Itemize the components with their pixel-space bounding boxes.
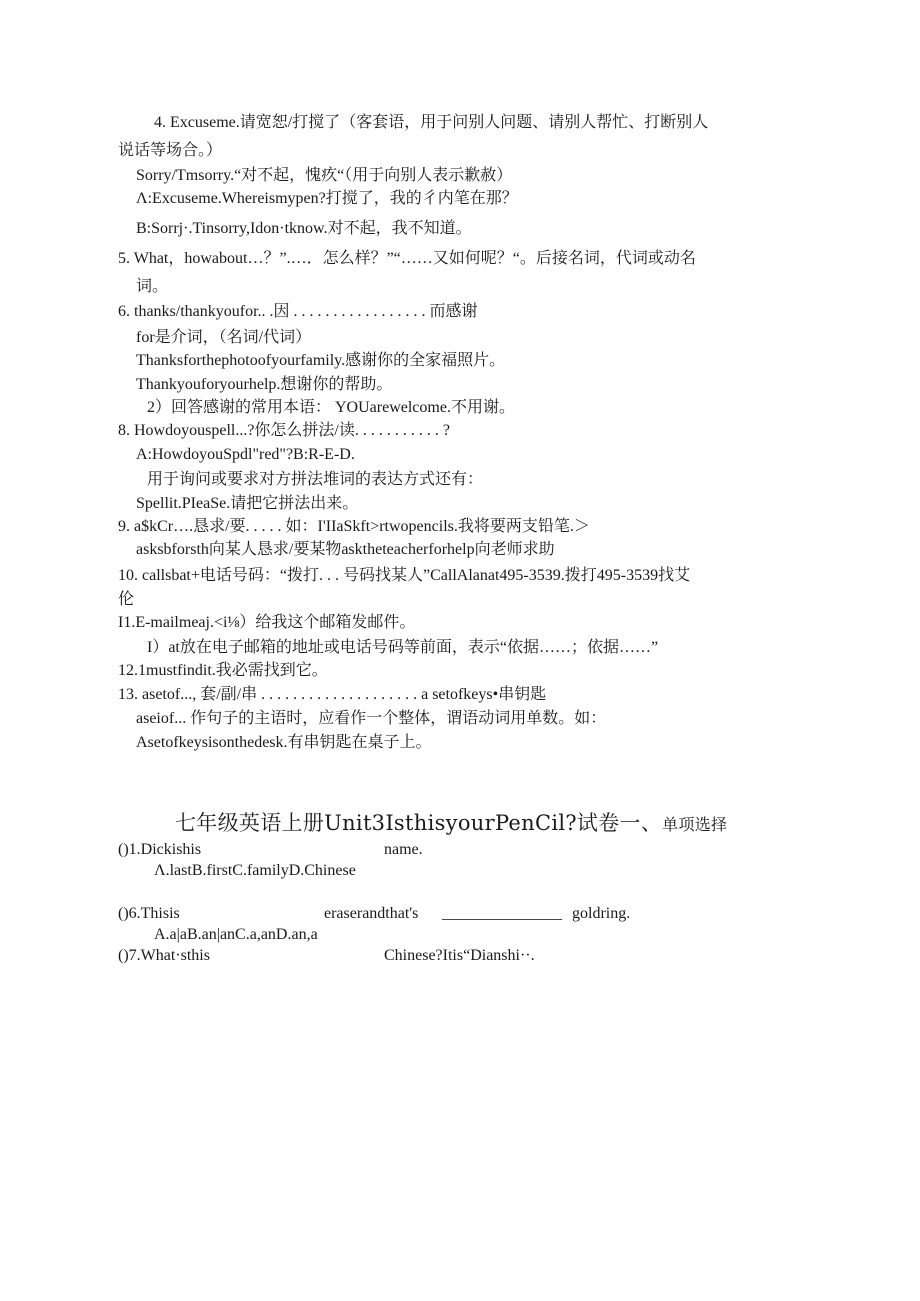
question-7-stem: ()7.What·sthis: [118, 947, 210, 964]
item-4-text-continued: 说话等场合。）: [118, 142, 223, 159]
item-8-text: 8. Howdoyouspell...?你怎么拼法/读. . . . . . . . . . . ?: [118, 422, 450, 439]
question-1-tail: name.: [384, 841, 423, 858]
item-6-text: 6. thanks/thankyoufor.. .因 . . . . . . . . . . . . . . . . . 而感谢: [118, 303, 478, 320]
item-13-note: aseiof... 作句子的主语时，应看作一个整体，谓语动词用单数。如：: [136, 710, 607, 727]
item-10-text: 10. callsbat+电话号码：“拨打. . . 号码找某人”CallAlanat495-3539.拨打495-3539找艾: [118, 567, 691, 584]
item-6-example-1: Thanksforthephotoofyourfamily.感谢你的全家福照片。: [136, 352, 506, 369]
item-6-example-2: Thankyouforyourhelp.想谢你的帮助。: [136, 376, 393, 393]
item-11-note: I）at放在电子邮箱的地址或电话号码等前面，表示“依据……；依据……”: [147, 639, 659, 656]
item-9-text: 9. a$kCr….恳求/要. . . . . 如：I'IIaSkft>rtwopencils.我将要两支铅笔.＞: [118, 518, 590, 535]
exam-section-label: 单项选择: [662, 817, 728, 834]
item-4-text: 4. Excuseme.请宽恕/打搅了（客套语，用于问别人问题、请别人帮忙、打断别人: [154, 114, 709, 131]
question-6-mid: eraserandthat's: [324, 905, 419, 922]
question-1-options: Λ.lastB.firstC.familyD.Chinese: [154, 862, 356, 879]
question-6-options: A.a|aB.an|anC.a,anD.an,a: [154, 926, 318, 943]
item-13-example: Asetofkeysisonthedesk.有串钥匙在桌子上。: [136, 734, 432, 751]
item-9-note: asksbforsth向某人恳求/要某物asktheteacherforhelp向老师求助: [136, 541, 555, 558]
example-dialogue-b: B:Sorrj·.Tinsorry,Idon·tknow.对不起，我不知道。: [136, 220, 472, 237]
item-10-text-continued: 伦: [118, 591, 135, 608]
question-1-stem: ()1.Dickishis: [118, 841, 202, 858]
question-6-stem: ()6.Thisis: [118, 905, 180, 922]
item-5-text-continued: 词。: [136, 278, 169, 295]
exam-title-text: 七年级英语上册Unit3IsthisyourPenCil?试卷一、: [175, 811, 663, 835]
item-6-note: for是介词，（名词/代词）: [136, 329, 312, 346]
item-12-text: 12.1mustfindit.我必需找到它。: [118, 662, 328, 679]
question-6-tail: goldring.: [572, 905, 631, 922]
item-13-text: 13. asetof..., 套/副/串 . . . . . . . . . . . . . . . . . . . . a setofkeys•串钥匙: [118, 686, 547, 703]
exam-title: [175, 810, 727, 839]
item-6-reply: 2）回答感谢的常用本语： YOUarewelcome.不用谢。: [147, 399, 515, 416]
item-8-note: 用于询问或要求对方拼法堆词的表达方式还有：: [147, 471, 484, 488]
item-8-example-2: Spellit.PIeaSe.请把它拼法出来。: [136, 495, 359, 512]
question-7-tail: Chinese?Itis“Dianshi··.: [384, 947, 535, 964]
sorry-usage: Sorry/Tmsorry.“对不起，愧疚“（用于向别人表示歉赦）: [136, 167, 513, 184]
item-8-example: A:HowdoyouSpdl"red"?B:R-E-D.: [136, 446, 355, 463]
item-11-text: I1.E-mailmeaj.<i⅛）给我这个邮箱发邮件。: [118, 614, 416, 631]
item-5-text: 5. What，howabout…？”.…．怎么样？”“……又如何呢？“。后接名词，代词或动名: [118, 250, 696, 267]
example-dialogue-a: Λ:Excuseme.Whereismypen?打搅了，我的彳内笔在那？: [136, 190, 518, 207]
question-6-blank: _______________: [442, 905, 562, 922]
